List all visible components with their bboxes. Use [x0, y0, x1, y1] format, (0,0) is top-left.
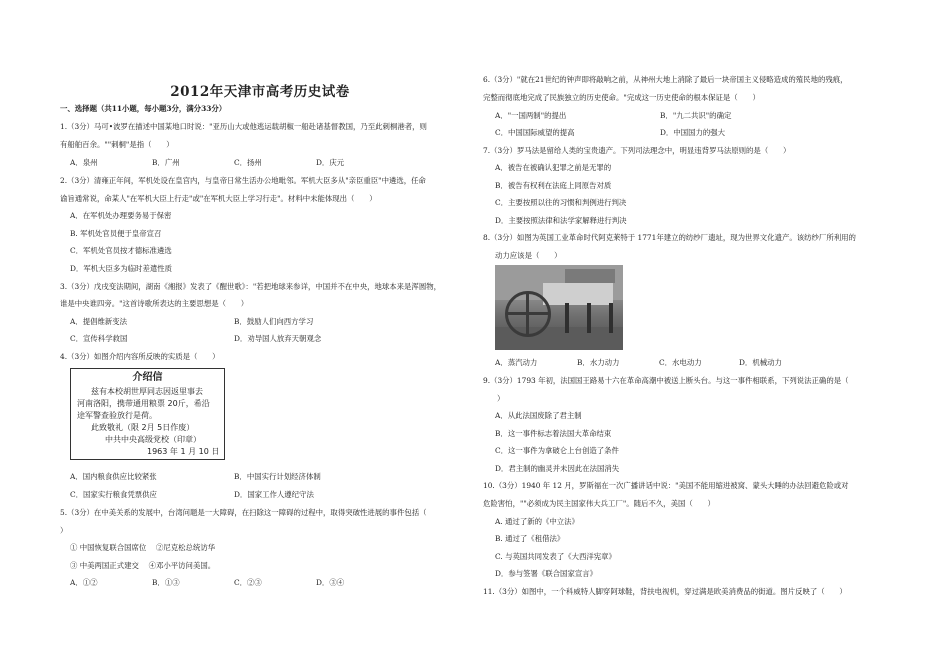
q8-option-d[interactable]: D．机械动力: [739, 358, 782, 367]
q6-option-c[interactable]: C．中国国际威望的提高: [495, 128, 575, 137]
q3-option-a[interactable]: A．提倡维新变法: [70, 317, 128, 326]
q10-option-c[interactable]: C. 与英国共同发表了《大西洋宪章》: [495, 552, 616, 561]
introduction-letter-image: [70, 368, 225, 460]
q9-line-2: ）: [497, 394, 505, 403]
q9-option-a[interactable]: A．从此法国废除了君主制: [495, 411, 582, 420]
q1-option-c[interactable]: C．扬州: [234, 158, 262, 167]
spinning-mill-photo: [495, 265, 623, 350]
q6-option-a[interactable]: A．"一国两制"的提出: [495, 111, 567, 120]
q7-option-c[interactable]: C．主要按照以往的习惯和判例进行判决: [495, 198, 627, 207]
q11-line-1: 11.（3分）如图中，一个科威特人脚穿阿球鞋，背扶电视机，穿过满是欧美消费品的街道。图片反映了（ ）: [483, 587, 847, 596]
q2-option-d[interactable]: D．军机大臣多为临时差遣性质: [70, 264, 173, 273]
q6-line-2: 完整而彻底地完成了民族独立的历史使命。"完成这一历史使命的根本保证是（ ）: [483, 93, 760, 102]
q5-line-2: ）: [60, 526, 68, 535]
q4-option-c[interactable]: C．国家实行粮食凭票供应: [70, 490, 157, 499]
letter-line-1: 兹有本校胡世厚同志因返里事去: [91, 387, 203, 396]
q1-option-a[interactable]: A．泉州: [70, 158, 98, 167]
letter-line-3: 途军警查验放行是荷。: [77, 411, 157, 420]
q5-option-d[interactable]: D．③④: [316, 578, 345, 587]
q3-option-b[interactable]: B．鼓励人们向西方学习: [234, 317, 314, 326]
q1-option-b[interactable]: B．广州: [152, 158, 180, 167]
q10-line-1: 10.（3分）1940 年 12 月，罗斯福在一次广播讲话中说："美国不能用缩进被窝、蒙头大睡的办法回避危险或对: [483, 481, 849, 490]
q6-line-1: 6.（3分）"就在21世纪的钟声即将敲响之前，从神州大地上消除了最后一块帝国主义侵略造成的殖民地的残痕，: [483, 75, 848, 84]
q1-line-1: 1.（3分）马可•波罗在描述中国某地口时说："亚历山大或他逃运载胡椒一船赴诸基督教国，乃至此刺桐港者，则: [60, 122, 427, 131]
q7-option-b[interactable]: B．被告有权利在法庭上同原告对质: [495, 181, 612, 190]
q2-option-c[interactable]: C．军机处官员按才德标准遴选: [70, 246, 172, 255]
q10-option-d[interactable]: D．参与签署《联合国家宣言》: [495, 569, 598, 578]
q8-line-2: 动力应该是（ ）: [495, 251, 562, 260]
q10-option-b[interactable]: B. 通过了《租借法》: [495, 534, 565, 543]
q3-option-c[interactable]: C．宣传科学救国: [70, 334, 128, 343]
q4-option-b[interactable]: B．中国实行计划经济体制: [234, 472, 321, 481]
q9-option-b[interactable]: B．这一事件标志着法国大革命结束: [495, 429, 612, 438]
q9-option-c[interactable]: C．这一事件为拿破仑上台创造了条件: [495, 446, 619, 455]
q8-option-b[interactable]: B．水力动力: [577, 358, 620, 367]
q10-line-2: 危险害怕，""必须成为民主国家伟大兵工厂"。随后不久，美国（ ）: [483, 499, 715, 508]
q9-option-d[interactable]: D．君主制的幽灵并未因此在法国消失: [495, 464, 620, 473]
q8-option-a[interactable]: A．蒸汽动力: [495, 358, 538, 367]
q7-line-1: 7.（3分）罗马法是留给人类的宝贵遗产。下列司法理念中，明显违背罗马法原则的是（ ）: [483, 146, 791, 155]
q7-option-d[interactable]: D．主要按照法律和法学家解释进行判决: [495, 216, 627, 225]
letter-line-6: 1963 年 1 月 10 日: [147, 447, 220, 456]
q2-line-1: 2.（3分）清雍正年间，军机处设在皇宫内，与皇帝日常生活办公地毗邻。军机大臣多从"亲臣重臣"中遴选，任命: [60, 176, 426, 185]
exam-title: 2012年天津市高考历史试卷: [170, 84, 350, 100]
q9-line-1: 9.（3分）1793 年初，法国国王路易十六在革命高潮中被送上断头台。与这一事件相联系，下列说法正确的是（: [483, 376, 849, 385]
q5-items-1: ① 中国恢复联合国席位 ②尼克松总统访华: [70, 543, 216, 552]
q5-line-1: 5.（3分）在中美关系的发展中，台湾问题是一大障碍，在扫除这一障碍的过程中，取得突破性进展的事件包括（: [60, 508, 427, 517]
q10-option-a[interactable]: A. 通过了新的《中立法》: [495, 517, 579, 526]
q5-option-b[interactable]: B．①③: [152, 578, 180, 587]
section-heading: 一、选择题（共11小题，每小题3分，满分33分）: [60, 104, 227, 113]
q2-option-a[interactable]: A．在军机处办理要务易于保密: [70, 211, 172, 220]
letter-heading: 介绍信: [132, 372, 163, 383]
q4-option-d[interactable]: D．国家工作人遵纪守法: [234, 490, 314, 499]
q2-line-2: 谕旨通常说，命某人"在军机大臣上行走"或"在军机大臣上学习行走"。材料中未能体现出（ ）: [60, 194, 377, 203]
q3-line-1: 3.（3分）戊戌变法期间，湖南《湘报》发表了《醒世歌》："若把地球来参详，中国并不在中央，地球本来是浑圆物，: [60, 282, 441, 291]
q1-line-2: 有船舶百余。""刺桐"是指（ ）: [60, 140, 174, 149]
q2-option-b[interactable]: B. 军机处官员便于皇帝宣召: [70, 229, 162, 238]
q8-line-1: 8.（3分）如图为英国工业革命时代阿克莱特于 1771年建立的纺纱厂遗址，现为世界文化遗产。该纺纱厂所利用的: [483, 233, 856, 242]
q4-option-a[interactable]: A．国内粮食供应比较紧张: [70, 472, 157, 481]
q5-option-c[interactable]: C．②③: [234, 578, 262, 587]
letter-line-2: 河南洛阳，携带通用粮票 20斤，希沿: [77, 399, 210, 408]
q5-option-a[interactable]: A．①②: [70, 578, 98, 587]
letter-line-4: 此致敬礼（限 2月 5日作废）: [91, 423, 195, 432]
letter-line-5: 中共中央高级党校（印章）: [105, 435, 201, 444]
q1-option-d[interactable]: D．庆元: [316, 158, 345, 167]
q8-option-c[interactable]: C．水电动力: [659, 358, 702, 367]
q4-line-1: 4.（3分）如图介绍内容所反映的实质是（ ）: [60, 352, 220, 361]
q3-option-d[interactable]: D．劝导国人放弃天朝观念: [234, 334, 322, 343]
q6-option-b[interactable]: B．"九二共识"的确定: [660, 111, 732, 120]
q5-items-2: ③ 中美两国正式建交 ④邓小平访问美国。: [70, 561, 216, 570]
q6-option-d[interactable]: D．中国国力的强大: [660, 128, 726, 137]
q7-option-a[interactable]: A．被告在被确认犯罪之前是无罪的: [495, 163, 612, 172]
q3-line-2: 谁是中央谁四旁。"这首诗歌所表达的主要思想是（ ）: [60, 299, 249, 308]
